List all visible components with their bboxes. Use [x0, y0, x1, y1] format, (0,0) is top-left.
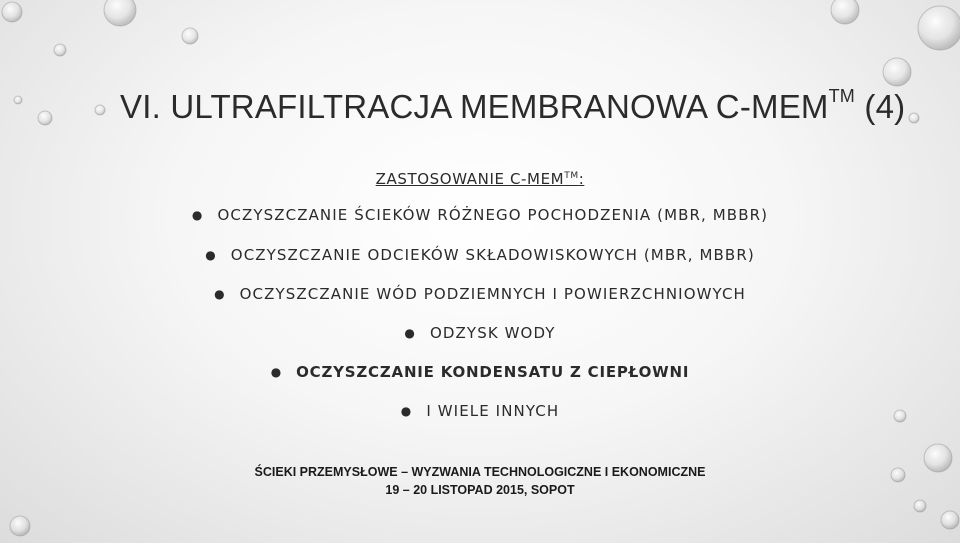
- bullet-item: [0, 246, 960, 264]
- bullet-item: [0, 363, 960, 381]
- bullet-text: OCZYSZCZANIE KONDENSATU Z CIEPŁOWNI: [296, 363, 690, 381]
- bullet-text: I WIELE INNYCH: [426, 402, 560, 420]
- title-suffix: (4): [864, 88, 906, 125]
- footer-conference-date: 19 – 20 LISTOPAD 2015, SOPOT: [385, 483, 575, 497]
- subtitle-text: ZASTOSOWANIE C-MEM: [375, 170, 565, 188]
- bullet-text: OCZYSZCZANIE ŚCIEKÓW RÓŻNEGO POCHODZENIA (MBR, MBBR): [217, 206, 769, 224]
- bullet-icon: ●: [191, 208, 204, 222]
- bullet-text: ODZYSK WODY: [430, 324, 556, 342]
- bullet-item: [0, 402, 960, 420]
- bullet-icon: ●: [270, 365, 283, 379]
- bullet-text: OCZYSZCZANIE WÓD PODZIEMNYCH I POWIERZCHNIOWYCH: [239, 285, 746, 303]
- bullet-item: [0, 285, 960, 303]
- bullet-icon: ●: [404, 326, 416, 340]
- bullet-item: [0, 206, 960, 224]
- bullet-icon: ●: [400, 404, 413, 418]
- bullet-icon: ●: [205, 248, 217, 262]
- title-trademark: TM: [828, 86, 855, 106]
- bullet-icon: ●: [214, 287, 226, 301]
- bullet-text: OCZYSZCZANIE ODCIEKÓW SKŁADOWISKOWYCH (MBR, MBBR): [230, 246, 755, 264]
- title-text: VI. ULTRAFILTRACJA MEMBRANOWA C-MEM: [120, 88, 829, 125]
- footer-conference-name: ŚCIEKI PRZEMYSŁOWE – WYZWANIA TECHNOLOGICZNE I EKONOMICZNE: [254, 465, 706, 479]
- subtitle-trademark: TM: [564, 171, 579, 181]
- bullet-item: [0, 324, 960, 342]
- slide-title: [120, 88, 905, 126]
- subtitle-suffix: :: [578, 170, 585, 188]
- section-subtitle: [0, 170, 960, 188]
